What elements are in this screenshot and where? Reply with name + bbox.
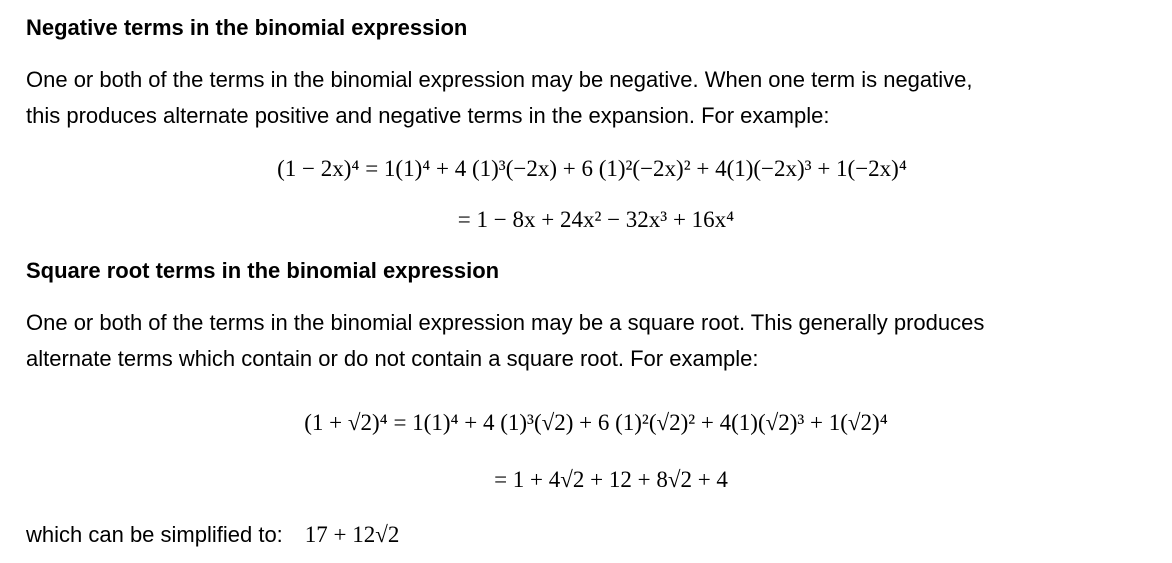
equation-text: (1 + √2)⁴ = 1(1)⁴ + 4 (1)³(√2) + 6 (1)²(√2)² + 4(1)(√2)³ + 1(√2)⁴ — [304, 410, 888, 435]
simplified-line — [26, 517, 1156, 553]
equation-text: (1 − 2x)⁴ = 1(1)⁴ + 4 (1)³(−2x) + 6 (1)²(−2x)² + 4(1)(−2x)³ + 1(−2x)⁴ — [277, 156, 907, 181]
paragraph-line: One or both of the terms in the binomial expression may be negative. When one term is negative, — [26, 67, 973, 92]
paragraph-square-root-terms — [26, 305, 1156, 377]
equation-text: = 1 − 8x + 24x² − 32x³ + 16x⁴ — [457, 207, 735, 232]
simplified-value: 17 + 12√2 — [304, 522, 400, 547]
paragraph-line: alternate terms which contain or do not contain a square root. For example: — [26, 346, 759, 371]
paragraph-line: One or both of the terms in the binomial expression may be a square root. This generally produces — [26, 310, 985, 335]
paragraph-negative-terms — [26, 62, 1156, 134]
equation-text: = 1 + 4√2 + 12 + 8√2 + 4 — [494, 467, 728, 492]
equation-result-negative — [0, 205, 1172, 235]
section-heading-negative-terms: Negative terms in the binomial expression — [26, 15, 468, 40]
equation-expansion-square-root — [0, 408, 1172, 438]
paragraph-line: this produces alternate positive and negative terms in the expansion. For example: — [26, 103, 830, 128]
simplified-label: which can be simplified to: — [26, 522, 283, 547]
section-heading-square-root-terms: Square root terms in the binomial expression — [26, 258, 500, 283]
equation-result-square-root — [0, 465, 1172, 495]
equation-expansion-negative — [0, 154, 1172, 184]
